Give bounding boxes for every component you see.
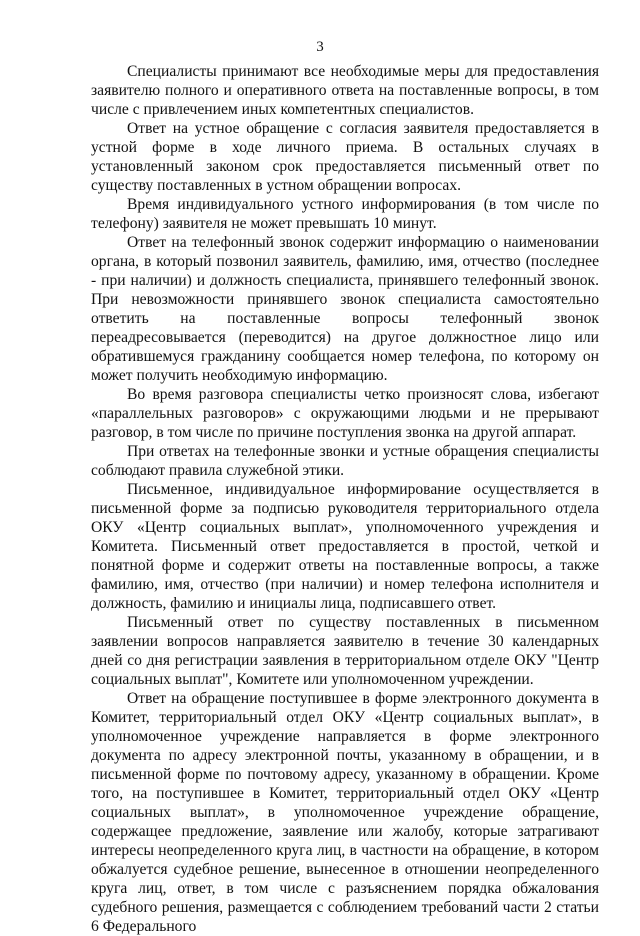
paragraph-measures: Специалисты принимают все необходимые меры для предоставления заявителю полного и оперативного ответа на поставленные вопросы, в том числе с привлечением иных компетентных специалистов. [91,63,599,118]
page-number: 3 [316,39,324,55]
paragraph-written-response-term: Письменный ответ по существу поставленных в письменном заявлении вопросов направляется заявителю в течение 30 календарных дней со дня регистрации заявления в территориальном отделе ОКУ "Центр социальных выплат", Комитете или уполномоченном учреждении. [91,614,599,688]
paragraph-ethics: При ответах на телефонные звонки и устные обращения специалисты соблюдают правила служебной этики. [91,443,599,479]
paragraph-conversation: Во время разговора специалисты четко произносят слова, избегают «параллельных разговоров» с окружающими людьми и не прерывают разговор, в том числе по причине поступления звонка на другой аппарат. [91,386,599,441]
document-body [91,62,599,936]
paragraph-electronic-response: Ответ на обращение поступившее в форме электронного документа в Комитет, территориальный отдел ОКУ «Центр социальных выплат», в уполномоченное учреждение направляется в форме электронного документа по адресу электронной почты, указанному в обращении, и в письменной форме по почтовому адресу, указанному в обращении. Кроме того, на поступившее в Комитет, территориальный отдел ОКУ «Центр социальных выплат», в уполномоченное учреждение обращение, содержащее предложение, заявление или жалобу, которые затрагивают интересы неопределенного круга лиц, в частности на обращение, в котором обжалуется судебное решение, вынесенное в отношении неопределенного круга лиц, ответ, в том числе с разъяснением порядка обжалования судебного решения, размещается с соблюдением требований части 2 статьи 6 Федерального [91,690,599,935]
paragraph-written-informing: Письменное, индивидуальное информирование осуществляется в письменной форме за подписью руководителя территориального отдела ОКУ «Центр социальных выплат», уполномоченного учреждения и Комитета. Письменный ответ предоставляется в простой, четкой и понятной форме и содержит ответы на поставленные вопросы, а также фамилию, имя, отчество (при наличии) и номер телефона исполнителя и должность, фамилию и инициалы лица, подписавшего ответ. [91,481,599,612]
paragraph-phone-call: Ответ на телефонный звонок содержит информацию о наименовании органа, в который позвонил заявитель, фамилию, имя, отчество (последнее - при наличии) и должность специалиста, принявшего телефонный звонок. При невозможности принявшего звонок специалиста самостоятельно ответить на поставленные вопросы телефонный звонок переадресовывается (переводится) на другое должностное лицо или обратившемуся гражданину сообщается номер телефона, по которому он может получить необходимую информацию. [91,234,599,384]
paragraph-time-limit: Время индивидуального устного информирования (в том числе по телефону) заявителя не может превышать 10 минут. [91,196,599,232]
paragraph-oral-response: Ответ на устное обращение с согласия заявителя предоставляется в устной форме в ходе личного приема. В остальных случаях в установленный законом срок предоставляется письменный ответ по существу поставленных в устном обращении вопросах. [91,120,599,194]
